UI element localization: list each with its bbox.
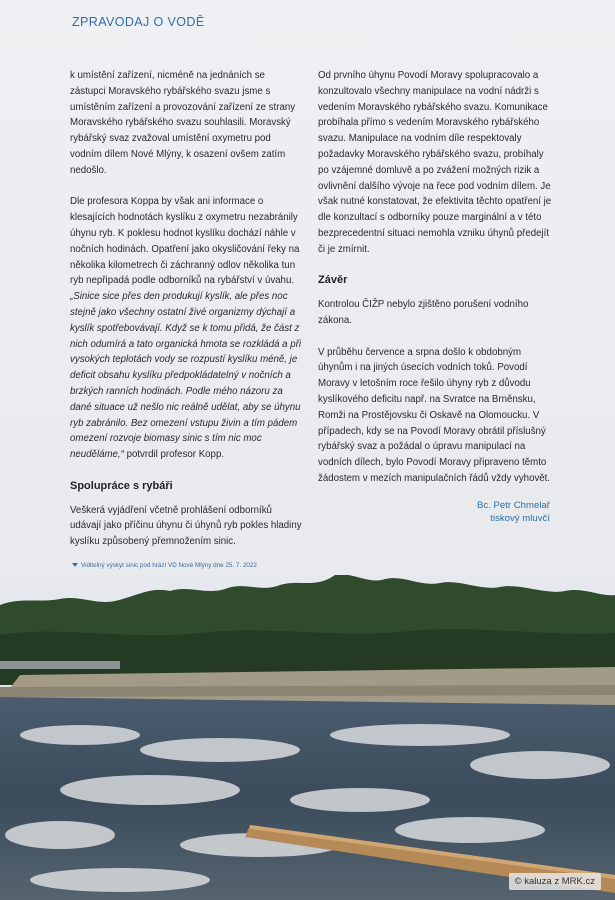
right-paragraph-1: Od prvního úhynu Povodí Moravy spolupracovalo a konzultovalo všechny manipulace na vodní nádrži s vedením Moravského rybářského svazu. Komunikace probíhala přímo s vedením Moravského rybářského svazu. Manipulace na vodním díle respektovaly požadavky Moravského rybářského svazu, probíhaly po vzájemné domluvě a po zvážení možných rizik a ovlivnění dalšího vývoje na řece pod vodním dílem. Je však nutné konstatovat, že efektivita těchto opatření je dle konzultací s odborníky pouze marginální a v této bezprecedentní situaci nemohla vzniku úhynů předejít či je zmírnit. <box>318 70 552 255</box>
watermark: © kaluza z MRK.cz <box>509 873 601 890</box>
signature-role: tiskový mluvčí <box>490 512 550 524</box>
photo-caption-text: Viditelný výskyt sinic pod hrází VD Nové Mlýny dne 25. 7. 2022 <box>81 562 257 569</box>
page-header-title: ZPRAVODAJ O VODĚ <box>72 15 205 29</box>
kopp-attribution: potvrdil profesor Kopp. <box>126 449 225 461</box>
section-heading-fishermen: Spolupráce s rybáři <box>70 479 173 492</box>
kopp-quote: „Sinice sice přes den produkují kyslík, ale přes noc stejně jako všechny ostatní živé organizmy dýchají a kyslík spotřebovávají. Když se k tomu přidá, že část z nich odumírá a tato organická hmota se rozkládá a při vysokých teplotách vody se rozpustí kyslíku méně, je deficit obsahu kyslíku předpokládatelný v nočních a brzkých ranních hodinách. Podle mého názoru za dané situace už nešlo nic reálně udělat, aby se úhynu ryb zabránilo. Bez omezení vstupu živin a tím pádem omezení rozvoje biomasy sinic s tím nic moc neuděláme,“ <box>70 291 302 461</box>
left-paragraph-3: Veškerá vyjádření včetně prohlášení odborníků udávají jako příčinu úhynu či úhynů ryb pokles hladiny kyslíku způsobený přemnožením sinic. <box>70 504 302 548</box>
signature-name: Bc. Petr Chmelař <box>476 499 550 511</box>
left-column <box>70 68 302 566</box>
left-paragraph-1: k umístění zařízení, nicméně na jednáních se zástupci Moravského rybářského svazu jsme s umístěním zařízení a provozování zařízení ze strany Moravského rybářského svazu souhlasili. Moravský rybářský svaz zvažoval umístění oxymetru pod vodním dílem Nové Mlýny, k osazení ovšem zatím nedošlo. <box>70 70 296 176</box>
right-column <box>318 68 554 525</box>
signature <box>318 499 554 525</box>
caption-arrow-icon <box>72 563 78 567</box>
kopp-lead-text: Dle profesora Koppa by však ani informace o klesajících hodnotách kyslíku z oxymetru nezabránily úhynu ryb. K poklesu hodnot kyslíku dochází náhle v nočních hodinách. Opatření jako okysličování řeky na několika kilometrech či záchranný odlov několika tun ryb nepřipadá podle odborníků na rybářství v úvahu. <box>70 196 300 287</box>
photo-caption <box>72 562 257 569</box>
left-paragraph-2 <box>70 194 302 463</box>
river-photo <box>0 575 615 900</box>
section-heading-conclusion: Závěr <box>318 274 348 287</box>
right-paragraph-3: V průběhu července a srpna došlo k obdobným úhynům i na jiných úsecích vodních toků. Povodí Moravy v letošním roce řešilo úhyny ryb z důvodu kyslíkového deficitu např. na Svratce na Brněnsku, Romži na Prostějovsku či Oskavě na Olomoucku. V případech, kdy se na Povodí Moravy obrátil příslušný rybářský svaz a požádal o úpravu manipulací na vodních dílech, bylo Povodí Moravy připraveno těmto žádostem v mezích manipulačních řádů vždy vyhovět. <box>318 346 551 484</box>
right-paragraph-2: Kontrolou ČIŽP nebylo zjištěno porušení vodního zákona. <box>318 299 529 326</box>
